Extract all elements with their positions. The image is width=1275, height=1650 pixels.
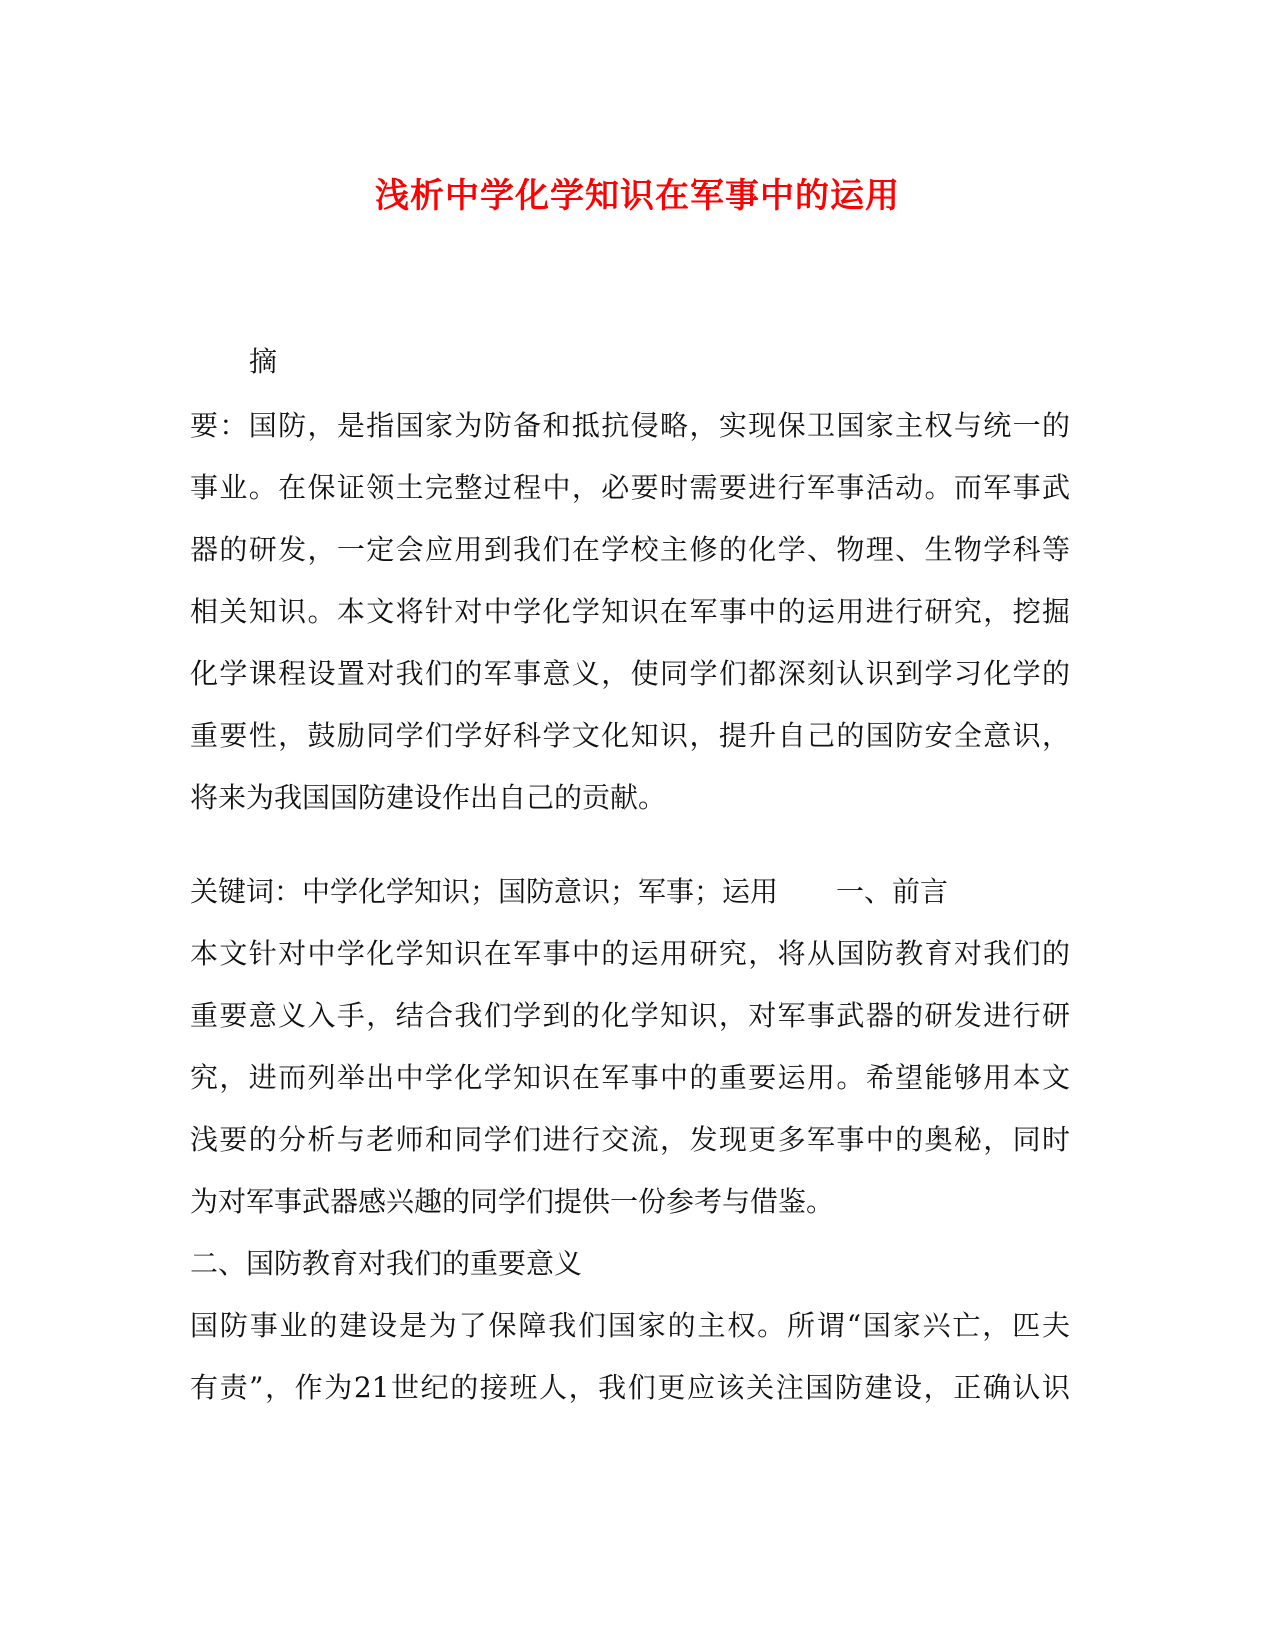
abstract-label: 摘 — [249, 345, 278, 378]
abstract-line: 将来为我国国防建设作出自己的贡献。 — [190, 781, 667, 814]
section-heading-preface: 一、前言 — [836, 875, 949, 908]
paragraph-line: 浅要的分析与老师和同学们进行交流，发现更多军事中的奥秘，同时 — [190, 1123, 1070, 1156]
paragraph-line: 本文针对中学化学知识在军事中的运用研究，将从国防教育对我们的 — [190, 937, 1070, 970]
paragraph-line: 重要意义入手，结合我们学到的化学知识，对军事武器的研发进行研 — [190, 999, 1070, 1032]
abstract-line: 器的研发，一定会应用到我们在学校主修的化学、物理、生物学科等 — [190, 533, 1070, 566]
keywords: 关键词：中学化学知识；国防意识；军事；运用 — [190, 875, 779, 908]
abstract-line: 事业。在保证领土完整过程中，必要时需要进行军事活动。而军事武 — [190, 471, 1070, 504]
abstract-line: 要：国防，是指国家为防备和抵抗侵略，实现保卫国家主权与统一的 — [190, 409, 1070, 442]
paragraph-line: 究，进而列举出中学化学知识在军事中的重要运用。希望能够用本文 — [190, 1061, 1070, 1094]
document-title: 浅析中学化学知识在军事中的运用 — [375, 176, 900, 216]
paragraph-line: 国防事业的建设是为了保障我们国家的主权。所谓“国家兴亡，匹夫 — [190, 1309, 1070, 1342]
abstract-line: 重要性，鼓励同学们学好科学文化知识，提升自己的国防安全意识， — [190, 719, 1070, 752]
abstract-line: 化学课程设置对我们的军事意义，使同学们都深刻认识到学习化学的 — [190, 657, 1070, 690]
section-heading: 二、国防教育对我们的重要意义 — [190, 1247, 583, 1280]
keywords-row — [190, 872, 948, 912]
paragraph-line: 为对军事武器感兴趣的同学们提供一份参考与借鉴。 — [190, 1185, 835, 1218]
paragraph-line: 有责”，作为21世纪的接班人，我们更应该关注国防建设，正确认识 — [190, 1371, 1070, 1404]
abstract-line: 相关知识。本文将针对中学化学知识在军事中的运用进行研究，挖掘 — [190, 595, 1070, 628]
